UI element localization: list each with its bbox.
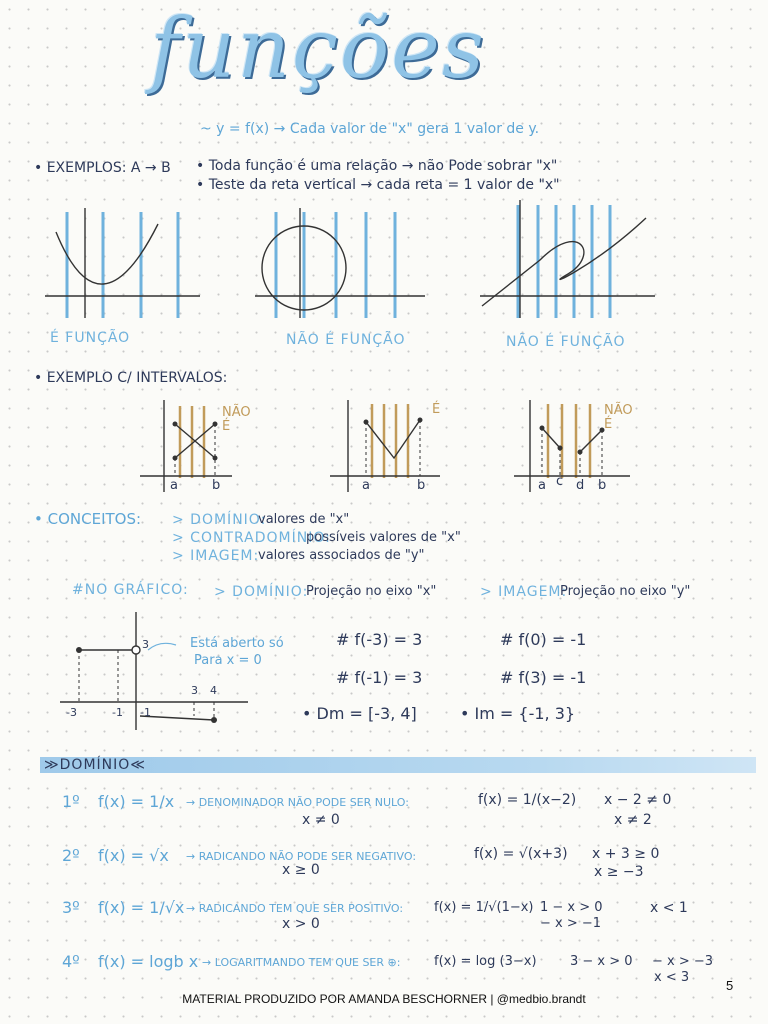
x-tick-neg1: -1 xyxy=(112,706,123,719)
rule-number: 2º xyxy=(62,846,80,865)
x-tick-3: 3 xyxy=(191,684,198,697)
rule-solution-2: − x > −1 xyxy=(540,916,602,931)
rule-condition: x ≠ 0 xyxy=(302,812,340,828)
rule-solution-2: − x > −3 xyxy=(652,954,714,969)
rule-text: → RADICANDO TEM QUE SER POSITIVO: xyxy=(186,902,404,915)
graph-label-3: NÃO É FUNÇÃO xyxy=(506,334,626,350)
rule-solution-1: 1 − x > 0 xyxy=(540,900,603,915)
rule-solution-3: x < 1 xyxy=(650,900,688,916)
interval-tag-2: É xyxy=(432,402,441,417)
rule-text: → LOGARITMANDO TEM QUE SER ⊕: xyxy=(202,956,401,969)
axis-label-a-3: a xyxy=(538,478,546,493)
rule-example: f(x) = √(x+3) xyxy=(474,846,568,862)
interval-tag-1: NÃO É xyxy=(222,405,251,434)
x-tick-4: 4 xyxy=(210,684,217,697)
concepts-label: • CONCEITOS: xyxy=(34,510,142,528)
page-title: funções xyxy=(150,2,486,97)
rule-solution-3: x < 3 xyxy=(654,970,690,985)
on-graph-img-term: > IMAGEM: xyxy=(480,584,568,600)
rule-example: f(x) = log (3−x) xyxy=(434,954,537,969)
axis-label-c-3: c xyxy=(556,474,564,489)
rule-example: f(x) = 1/√(1−x) xyxy=(434,900,534,915)
rule-condition: x ≥ 0 xyxy=(282,862,320,878)
rule-example: f(x) = 1/(x−2) xyxy=(478,792,577,808)
y-value-neg1: -1 xyxy=(140,706,151,719)
concept-desc-image: valores associados de "y" xyxy=(258,548,425,563)
rule-number: 1º xyxy=(62,792,80,811)
concept-desc-domain: valores de "x" xyxy=(258,512,350,527)
axis-label-a-2: a xyxy=(362,478,370,493)
concept-term-codomain: > CONTRADOMÍNIO: xyxy=(172,530,331,546)
on-graph-dom-term: > DOMÍNIO: xyxy=(214,584,309,600)
on-graph-dom-desc: Projeção no eixo "x" xyxy=(306,584,437,599)
domain-result: • Dm = [-3, 4] xyxy=(302,704,417,723)
graph-label-1: É FUNÇÃO xyxy=(50,330,131,346)
rule-expression: f(x) = logb x xyxy=(98,952,199,971)
eval-4: # f(3) = -1 xyxy=(500,668,587,687)
graph-note-line-1: Está aberto só xyxy=(190,636,284,651)
rule-solution-1: x + 3 ≥ 0 xyxy=(592,846,660,862)
rule-vertical-line: • Teste da reta vertical → cada reta = 1 valor de "x" xyxy=(196,177,560,193)
rule-expression: f(x) = 1/x xyxy=(98,792,175,811)
concept-term-image: > IMAGEM: xyxy=(172,548,260,564)
y-value-3: 3 xyxy=(142,638,149,651)
concept-term-domain: > DOMÍNIO: xyxy=(172,512,267,528)
on-graph-img-desc: Projeção no eixo "y" xyxy=(560,584,691,599)
rule-solution-1: x − 2 ≠ 0 xyxy=(604,792,672,808)
image-result: • Im = {-1, 3} xyxy=(460,704,576,723)
axis-label-d-3: d xyxy=(576,478,585,493)
eval-2: # f(0) = -1 xyxy=(500,630,587,649)
eval-3: # f(-1) = 3 xyxy=(336,668,423,687)
rule-text: → RADICANDO NÃO PODE SER NEGATIVO: xyxy=(186,850,417,863)
graph-note-line-2: Para x = 0 xyxy=(194,653,262,668)
page-number: 5 xyxy=(726,978,734,993)
axis-label-a-1: a xyxy=(170,478,178,493)
rule-expression: f(x) = √x xyxy=(98,846,169,865)
rule-relation: • Toda função é uma relação → não Pode sobrar "x" xyxy=(196,158,558,174)
rule-solution-2: x ≥ −3 xyxy=(594,864,644,880)
rule-number: 3º xyxy=(62,898,80,917)
domain-header-band xyxy=(40,757,756,773)
axis-label-b-3: b xyxy=(598,478,607,493)
eval-1: # f(-3) = 3 xyxy=(336,630,423,649)
graph-label-2: NÃO É FUNÇÃO xyxy=(286,332,406,348)
concept-desc-codomain: possíveis valores de "x" xyxy=(306,530,461,545)
interval-tag-3: NÃO É xyxy=(604,403,633,432)
on-graph-label: #NO GRÁFICO: xyxy=(72,582,189,598)
definition: ~ y = f(x) → Cada valor de "x" gera 1 valor de y. xyxy=(200,121,540,137)
rule-text: → DENOMINADOR NÃO PODE SER NULO: xyxy=(186,796,409,809)
axis-label-b-1: b xyxy=(212,478,221,493)
rule-solution-1: 3 − x > 0 xyxy=(570,954,633,969)
intervals-label: • EXEMPLO C/ INTERVALOS: xyxy=(34,370,228,386)
rule-solution-2: x ≠ 2 xyxy=(614,812,652,828)
x-tick-neg3: -3 xyxy=(66,706,77,719)
rule-condition: x > 0 xyxy=(282,916,320,932)
domain-header: ≫DOMÍNIO≪ xyxy=(44,757,146,773)
rule-number: 4º xyxy=(62,952,80,971)
footer-credit: MATERIAL PRODUZIDO POR AMANDA BESCHORNER | @medbio.brandt xyxy=(182,992,586,1006)
examples-label: • EXEMPLOS: A → B xyxy=(34,160,171,176)
axis-label-b-2: b xyxy=(417,478,426,493)
rule-expression: f(x) = 1/√x xyxy=(98,898,185,917)
